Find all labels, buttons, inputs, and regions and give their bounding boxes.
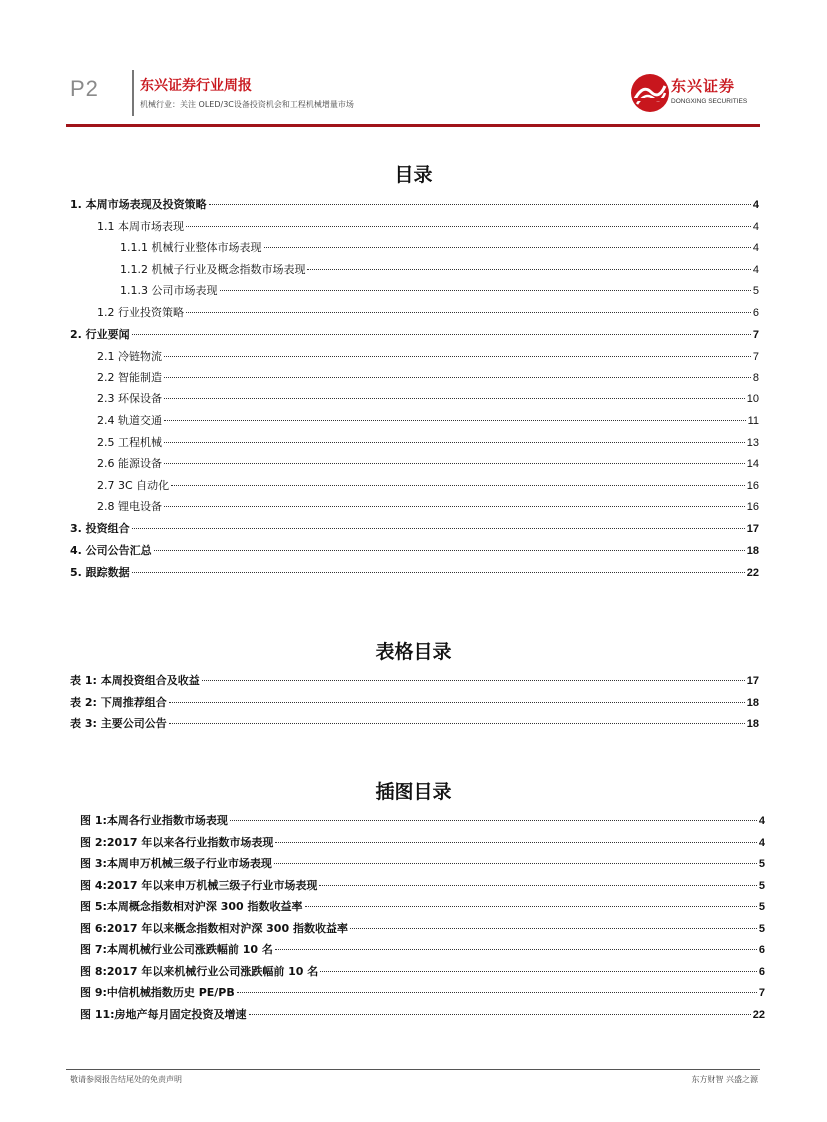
toc-entry[interactable]: 1.1.1 机械行业整体市场表现 4 xyxy=(120,241,759,254)
toc-entry[interactable]: 2.3 环保设备 10 xyxy=(97,392,759,405)
table-entry[interactable]: 表 2: 下周推荐组合 18 xyxy=(70,696,759,709)
figure-entry[interactable]: 图 8:2017 年以来机械行业公司涨跌幅前 10 名 6 xyxy=(80,965,765,978)
logo-wordmark: 东兴证券 xyxy=(671,77,736,95)
report-title: 东兴证券行业周报 xyxy=(140,78,252,94)
toc-entry[interactable]: 2.5 工程机械 13 xyxy=(97,436,759,449)
footer-rule xyxy=(66,1069,760,1070)
figure-entry[interactable]: 图 1:本周各行业指数市场表现 4 xyxy=(80,814,765,827)
figure-entry[interactable]: 图 5:本周概念指数相对沪深 300 指数收益率 5 xyxy=(80,900,765,913)
figures-title: 插图目录 xyxy=(375,781,452,803)
footer-disclaimer: 敬请参阅报告结尾处的免责声明 xyxy=(70,1075,182,1084)
toc-entry[interactable]: 1.1.2 机械子行业及概念指数市场表现 4 xyxy=(120,263,759,276)
table-entry[interactable]: 表 3: 主要公司公告 18 xyxy=(70,717,759,730)
toc-entry[interactable]: 2.1 冷链物流 7 xyxy=(97,350,759,363)
header-divider xyxy=(132,70,134,116)
page-number: P2 xyxy=(70,76,99,101)
figure-entry[interactable]: 图 11:房地产每月固定投资及增速 22 xyxy=(80,1008,765,1021)
footer-slogan: 东方财智 兴盛之源 xyxy=(691,1075,758,1084)
figure-entry[interactable]: 图 7:本周机械行业公司涨跌幅前 10 名 6 xyxy=(80,943,765,956)
toc-entry[interactable]: 2.7 3C 自动化 16 xyxy=(97,479,759,492)
tables-title: 表格目录 xyxy=(375,641,452,663)
logo-english: DONGXING SECURITIES xyxy=(671,98,748,105)
toc-entry[interactable]: 1.1.3 公司市场表现 5 xyxy=(120,284,759,297)
toc-title: 目录 xyxy=(394,164,433,186)
toc-entry[interactable]: 2.8 锂电设备 16 xyxy=(97,500,759,513)
figure-entry[interactable]: 图 2:2017 年以来各行业指数市场表现 4 xyxy=(80,836,765,849)
toc-entry[interactable]: 2.4 轨道交通 11 xyxy=(97,414,759,427)
toc-entry[interactable]: 1. 本周市场表现及投资策略 4 xyxy=(70,198,759,211)
toc-entry[interactable]: 3. 投资组合 17 xyxy=(70,522,759,535)
header-rule xyxy=(66,124,760,127)
toc-entry[interactable]: 5. 跟踪数据 22 xyxy=(70,566,759,579)
toc-entry[interactable]: 2.6 能源设备 14 xyxy=(97,457,759,470)
table-entry[interactable]: 表 1: 本周投资组合及收益 17 xyxy=(70,674,759,687)
toc-entry[interactable]: 1.1 本周市场表现 4 xyxy=(97,220,759,233)
toc-entry[interactable]: 2. 行业要闻 7 xyxy=(70,328,759,341)
toc-entry[interactable]: 1.2 行业投资策略 6 xyxy=(97,306,759,319)
figure-entry[interactable]: 图 9:中信机械指数历史 PE/PB 7 xyxy=(80,986,765,999)
figure-entry[interactable]: 图 6:2017 年以来概念指数相对沪深 300 指数收益率 5 xyxy=(80,922,765,935)
toc-entry[interactable]: 4. 公司公告汇总 18 xyxy=(70,544,759,557)
figure-entry[interactable]: 图 3:本周申万机械三级子行业市场表现 5 xyxy=(80,857,765,870)
report-subtitle: 机械行业：关注 OLED/3C设备投资机会和工程机械增量市场 xyxy=(140,100,354,109)
toc-entry[interactable]: 2.2 智能制造 8 xyxy=(97,371,759,384)
figure-entry[interactable]: 图 4:2017 年以来申万机械三级子行业市场表现 5 xyxy=(80,879,765,892)
